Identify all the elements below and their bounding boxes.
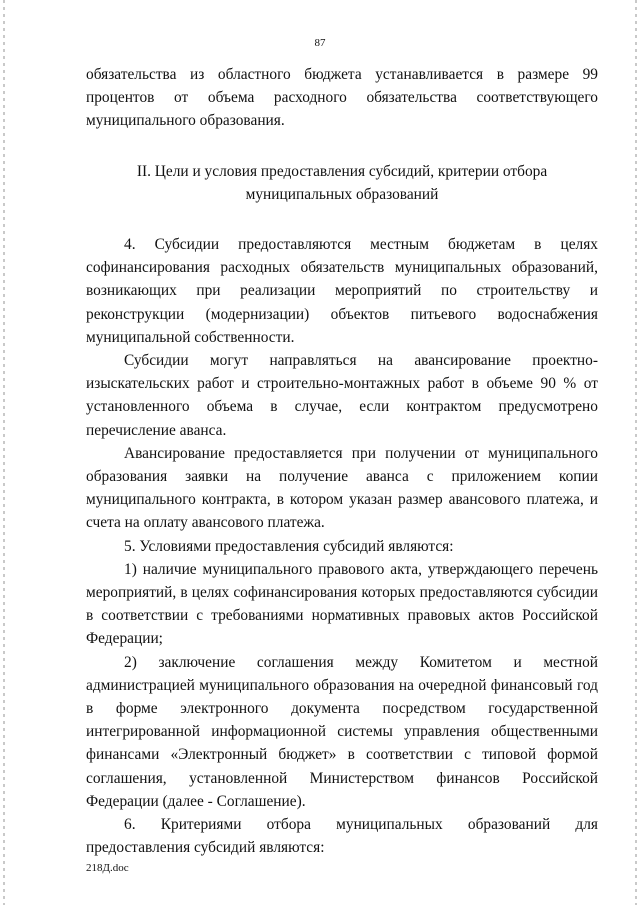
document-body <box>86 63 598 860</box>
paragraph-6: 6. Критериями отбора муниципальных образований для предоставления субсидий являются: <box>86 816 598 857</box>
page-number: 87 <box>314 37 326 49</box>
file-name: 218Д.doc <box>86 862 129 874</box>
paragraph-4-advance: Субсидии могут направляться на авансирование проектно-изыскательских работ и строительно-монтажных работ в объеме 90 % от установленного объема в случае, если контрактом предусмотрено перечисление аванса. <box>86 352 598 439</box>
paragraph-5-item-2: 2) заключение соглашения между Комитетом и местной администрацией муниципального образования на очередной финансовый год в форме электронного документа посредством государственной интегрированной информационной системы управления общественными финансами «Электронный бюджет» в соответствии с типовой формой соглашения, установленной Министерством финансов Российской Федерации (далее - Соглашение). <box>86 653 598 810</box>
section-heading <box>86 160 598 206</box>
scan-edge-left <box>3 0 5 905</box>
paragraph-5: 5. Условиями предоставления субсидий являются: <box>124 537 454 555</box>
section-heading-line2: муниципальных образований <box>245 185 439 203</box>
section-heading-line1: II. Цели и условия предоставления субсидий, критерии отбора <box>136 162 548 180</box>
paragraph-4-advance-conditions: Авансирование предоставляется при получении от муниципального образования заявки на получение аванса с приложением копии муниципального контракта, в котором указан размер авансового платежа, и счета на оплату авансового платежа. <box>86 444 598 532</box>
scan-edge-right <box>635 0 637 905</box>
paragraph-5-item-1: 1) наличие муниципального правового акта, утверждающего перечень мероприятий, в целях софинансирования которых предоставляются субсидии в соответствии с требованиями нормативных правовых актов Российской Федерации; <box>86 560 598 648</box>
paragraph-4: 4. Субсидии предоставляются местным бюджетам в целях софинансирования расходных обязательств муниципальных образований, возникающих при реализации мероприятий по строительству и реконструкции (модернизации) объектов питьевого водоснабжения муниципальной собственности. <box>86 236 598 346</box>
intro-paragraph: обязательства из областного бюджета устанавливается в размере 99 процентов от объема расходного обязательства соответствующего муниципального образования. <box>86 66 598 130</box>
